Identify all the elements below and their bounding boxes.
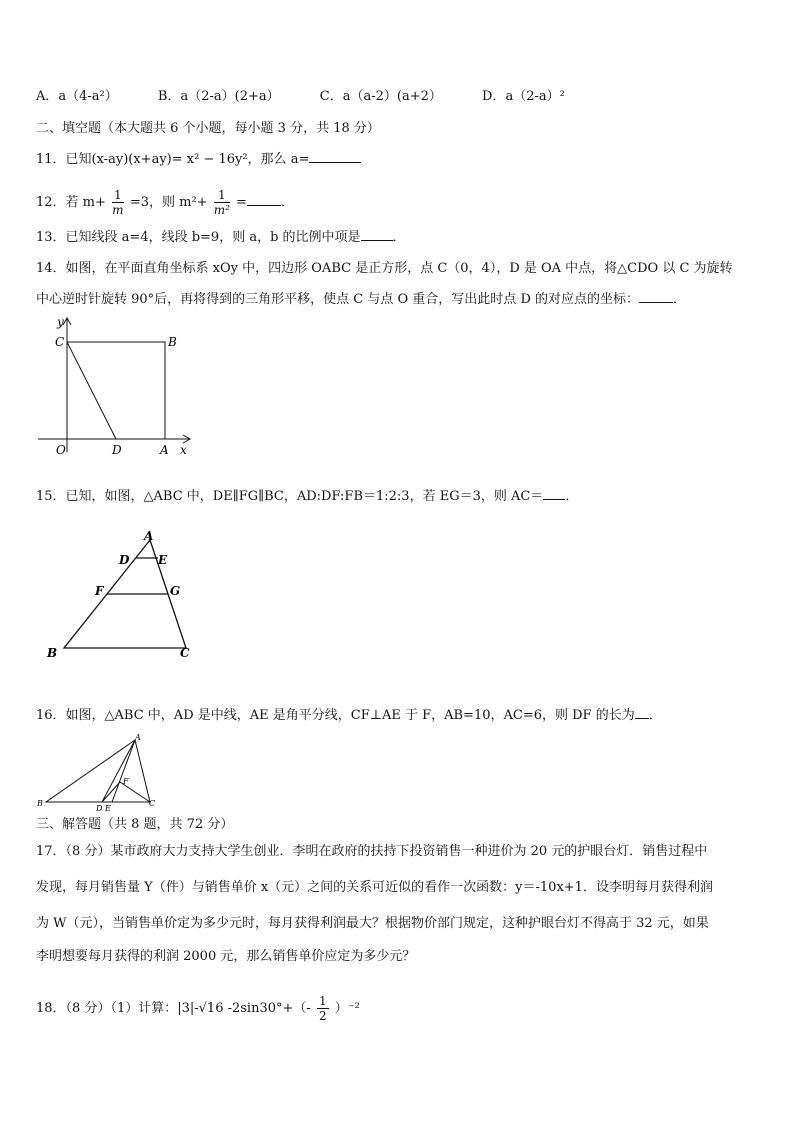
segment-cd: [67, 342, 116, 439]
figure-q15: [40, 526, 210, 666]
q15-text: 15．已知，如图，△ABC 中，DE∥FG∥BC，AD:DF:FB＝1:2:3，若 EG＝3，则 AC＝: [36, 489, 544, 504]
question-11: [36, 151, 361, 169]
q12-fraction-1: [112, 188, 124, 217]
q16-text: 16．如图，△ABC 中，AD 是中线，AE 是角平分线，CF⊥AE 于 F，AB=10，AC=6，则 DF 的长为: [36, 708, 635, 723]
label-f: F: [95, 584, 104, 598]
label-b: B: [37, 799, 43, 808]
q12-suffix: =: [236, 195, 247, 210]
q18-prefix: 18．（8 分）（1）计算：|3|-√16 -2sin30°+（-: [36, 1001, 311, 1016]
question-14-line2: 中心逆时针旋转 90°后，再将得到的三角形平移，使点 C 与点 O 重合，写出此时点 D 的对应点的坐标： ．: [36, 292, 687, 307]
choice-a: A．a（4-a²）: [36, 89, 118, 104]
choice-d: D．a（2-a）²: [482, 89, 565, 104]
triangle-abc: [46, 740, 150, 802]
choice-row: [36, 88, 601, 106]
q12-den2: m²: [213, 203, 230, 217]
label-c: C: [149, 799, 156, 808]
question-13: 13．已知线段 a=4，线段 b=9，则 a，b 的比例中项是 ．: [36, 230, 406, 245]
label-d: D: [112, 443, 122, 457]
figure-q16: [34, 732, 164, 814]
question-17-line2: 发现，每月销售量 Y（件）与销售单价 x（元）之间的关系可近似的看作一次函数：y＝-10x+1．设李明每月获得利润: [36, 880, 713, 895]
label-c: C: [55, 335, 65, 349]
q14-line2-text: 中心逆时针旋转 90°后，再将得到的三角形平移，使点 C 与点 O 重合，写出此时点 D 的对应点的坐标：: [36, 292, 639, 307]
question-17-line3: 为 W（元），当销售单价定为多少元时，每月获得利润最大？根据物价部门规定，这种护眼台灯不得高于 32 元，如果: [36, 916, 709, 931]
figure-q14: [30, 312, 210, 462]
label-c: C: [180, 646, 190, 660]
label-d: D: [96, 804, 103, 813]
label-g: G: [170, 584, 181, 598]
choice-b: B．a（2-a）(2+a）: [157, 89, 280, 104]
q11-text: 11．已知(x-ay)(x+ay)= x² − 16y²，那么 a=: [36, 152, 310, 167]
q18-num: 1: [318, 994, 327, 1008]
label-a: A: [160, 443, 169, 457]
q12-mid: =3，则 m²+: [129, 195, 208, 210]
label-x: x: [180, 443, 187, 457]
q18-fraction: [317, 994, 329, 1023]
label-b: B: [47, 646, 58, 660]
q14-blank: [639, 302, 673, 303]
q12-prefix: 12．若 m+: [36, 195, 106, 210]
q18-suffix: ）⁻²: [334, 1001, 360, 1016]
q12-blank: [247, 205, 281, 206]
label-o: O: [56, 443, 66, 457]
choice-c: C．a（a-2）(a+2）: [319, 89, 442, 104]
segment-ae: [112, 740, 135, 802]
q12-den1: m: [112, 203, 124, 217]
q15-blank: [543, 499, 565, 500]
label-a: A: [144, 529, 154, 543]
label-b: B: [168, 335, 177, 349]
label-y: y: [57, 315, 64, 329]
question-14-line1: 14．如图，在平面直角坐标系 xOy 中，四边形 OABC 是正方形，点 C（0，4），D 是 OA 中点，将△CDO 以 C 为旋转: [36, 261, 733, 276]
section2-heading: 二、填空题（本大题共 6 个小题，每小题 3 分，共 18 分）: [36, 121, 380, 136]
question-15: 15．已知，如图，△ABC 中，DE∥FG∥BC，AD:DF:FB＝1:2:3，若 EG＝3，则 AC＝ ．: [36, 489, 579, 504]
q12-num1: 1: [114, 188, 122, 202]
label-e: E: [158, 553, 168, 567]
label-a: A: [135, 733, 141, 742]
q18-den: 2: [318, 1009, 327, 1023]
question-17-line1: 17．（8 分）某市政府大力支持大学生创业．李明在政府的扶持下投资销售一种进价为 20 元的护眼台灯．销售过程中: [36, 844, 708, 859]
question-18: [36, 994, 360, 1023]
question-16: 16．如图，△ABC 中，AD 是中线，AE 是角平分线，CF⊥AE 于 F，AB=10，AC=6，则 DF 的长为 ．: [36, 708, 662, 723]
question-12: 12．若 m+ $\frac{1}{m}$ =3，则 m²+ $\frac{1}{\text{m²}}$ = ．: [36, 188, 294, 217]
square-oabc: [67, 342, 165, 439]
q13-text: 13．已知线段 a=4，线段 b=9，则 a，b 的比例中项是: [36, 230, 361, 245]
q13-blank: [361, 240, 393, 241]
label-e: E: [105, 804, 111, 813]
q12-num2: 1: [214, 188, 230, 203]
label-f: F: [123, 777, 129, 786]
label-d: D: [119, 553, 130, 567]
q12-fraction-2: [214, 188, 230, 217]
q11-blank: [309, 162, 361, 163]
question-17-line4: 李明想要每月获得的利润 2000 元，那么销售单价应定为多少元？: [36, 949, 416, 964]
q16-blank: [635, 718, 649, 719]
segment-ad: [102, 740, 135, 802]
section3-heading: 三、解答题（共 8 题，共 72 分）: [36, 817, 234, 832]
